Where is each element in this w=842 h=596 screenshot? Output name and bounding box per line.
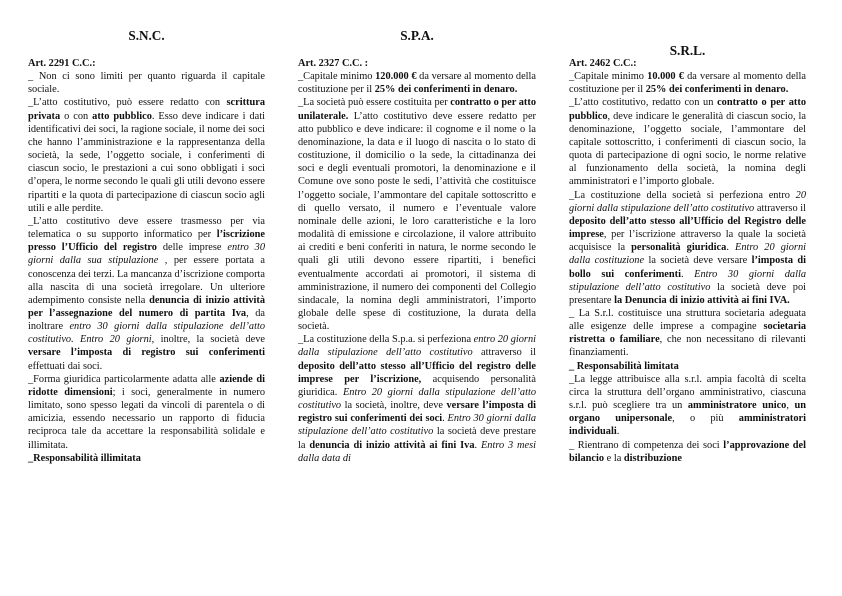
text-run: da versare al momento della costituzione per il (569, 71, 806, 96)
bold-text: 25% dei conferimenti in denaro. (374, 84, 518, 96)
text-run: , (786, 400, 795, 412)
bold-text: distribuzione (623, 452, 682, 464)
text-run: la società deve versare (644, 255, 752, 267)
bold-text: versare l’imposta di registro sui conferimenti dei soci (298, 400, 536, 425)
paragraph (298, 333, 536, 465)
text-run: . (474, 439, 481, 451)
bold-text: l’approvazione del bilancio (569, 439, 806, 464)
bold-text: _ Responsabilità limitata (569, 360, 679, 372)
text-run: . Esso deve indicare i dati identificativi dei soci, la ragione sociale, il nome dei soci che hanno l’amministrazione e la rappresentanza della società, la sede, l’oggetto sociale, i conferimenti di ciascun socio, le prestazioni a cui sono obbligati i soci d’opera, le norme secondo le quali gli utili devono essere ripartiti e la quota di partecipazione di ciascun socio agli utili e alle perdite. (28, 110, 265, 214)
text-run: ; i soci, generalmente in numero limitato, sono spesso legati da vincoli di parentela o di amicizia, essendo necessario un rapporto di fiducia reciproca tale da accettare la responsabilità solidale e illimitata. (28, 386, 265, 451)
column-body (28, 57, 265, 465)
italic-text: entro 20 giorni dalla stipulazione dell’atto costitutivo (298, 334, 536, 359)
paragraph (569, 439, 806, 465)
bold-text: 120.000 € (375, 71, 417, 83)
paragraph-list (298, 70, 536, 465)
text-run: . (616, 426, 620, 438)
bold-text: contratto o per atto unilaterale. (298, 97, 536, 122)
text-run: attraverso il (754, 202, 807, 214)
text-run: , per l’iscrizione attraverso la quale la società acquisisce la (569, 229, 806, 254)
bold-text: personalità giuridica (631, 242, 727, 254)
text-run: la società deve poi presentare (569, 281, 806, 306)
bold-text: contratto o per atto pubblico (569, 97, 806, 122)
paragraph (28, 373, 265, 452)
bold-text: deposito dell’atto stesso all’Ufficio del registro delle imprese per l’iscrizione, (298, 360, 536, 385)
text-run: _L’atto costitutivo deve essere trasmesso per via telematica o su supporto informatico per (28, 215, 265, 241)
bold-text: scrittura privata (28, 97, 265, 122)
bold-text: deposito dell’atto stesso all’Ufficio del Registro delle imprese (569, 215, 806, 241)
text-run: . (726, 242, 736, 254)
bold-text: 25% dei conferimenti in denaro. (645, 84, 789, 96)
paragraph (569, 189, 806, 307)
bold-text: _Responsabilità illimitata (28, 452, 141, 464)
paragraph (28, 215, 265, 373)
bold-text: denuncia di inizio attività ai fini Iva (309, 439, 475, 451)
column-body (569, 57, 806, 465)
text-run: da versare al momento della costituzione per il (298, 71, 537, 96)
italic-text: Entro 30 giorni dalla stipulazione dell’atto costitutivo (298, 413, 536, 438)
text-run: _La costituzione della S.p.a. si perfeziona (298, 334, 474, 346)
text-run: _Forma giuridica particolarmente adatta alle (28, 373, 220, 385)
text-run: . (442, 413, 448, 425)
text-run: , inoltre, la società deve (151, 334, 266, 346)
paragraph (298, 70, 536, 96)
text-run: , per essere portata a conoscenza dei terzi. La mancanza d’iscrizione comporta alla nascita di una società irregolare. Un ulteriore adempimento consiste nella (28, 255, 265, 306)
bold-text: l’iscrizione presso l’Ufficio del registro (28, 229, 265, 254)
text-run: la società deve prestare la (298, 426, 536, 451)
column-title: S.R.L. (669, 43, 706, 58)
paragraph (28, 70, 265, 96)
text-run: , che non necessitano di rilevanti finanziamenti. (569, 334, 807, 359)
paragraph (569, 307, 806, 360)
text-run: la società, inoltre, deve (341, 400, 447, 412)
text-run: _La società può essere costituita per (298, 97, 451, 109)
article-reference: Art. 2291 C.C.: (28, 58, 96, 69)
column-title: S.N.C. (128, 28, 165, 43)
paragraph (569, 70, 806, 96)
bold-text: atto pubblico (92, 110, 152, 122)
text-run: _Capitale minimo (298, 71, 376, 83)
italic-text: Entro 30 giorni dalla stipulazione dell’atto costitutivo (569, 268, 806, 293)
paragraph (28, 452, 265, 465)
bold-text: la Denuncia di inizio attività ai fini IVA. (614, 294, 790, 306)
italic-text: 20 giorni dalla stipulazione dell’atto costitutivo (569, 189, 806, 214)
italic-text: Entro 3 mesi dalla data di (298, 439, 536, 464)
italic-text: entro 30 giorni dalla sua stipulazione (28, 242, 265, 267)
paragraph (28, 96, 265, 214)
bold-text: amministratore unico (687, 400, 787, 412)
text-run: _ Rientrano di competenza dei soci (569, 439, 724, 451)
text-run: . (680, 268, 695, 280)
paragraph (569, 360, 806, 373)
text-run: _ Non ci sono limiti per quanto riguarda il capitale sociale. (28, 71, 265, 96)
text-run: _L’atto costitutivo, può essere redatto con (28, 97, 227, 109)
text-run: _ La S.r.l. costituisce una struttura societaria adeguata alle esigenze delle imprese a compagine (569, 307, 806, 333)
paragraph-list (569, 70, 806, 465)
text-run: e la (604, 452, 624, 464)
column-title: S.P.A. (400, 28, 434, 43)
text-run: , deve indicare le generalità di ciascun socio, la denominazione, l’oggetto sociale, l’ammontare del capitale sottoscritto, i conferimenti di ciascun socio, la quota di partecipazione di ogni socio, le norme relative al funzionamento della società, la nomina degli amministratori e l’importo globale. (569, 110, 806, 188)
paragraph (569, 96, 806, 188)
text-run: acquisendo personalità giuridica. (298, 373, 536, 398)
bold-text: denuncia di inizio attività per l’assegnazione del numero di partita Iva (28, 294, 265, 319)
bold-text: aziende di ridotte dimensioni (28, 373, 265, 398)
column-body (298, 57, 536, 465)
article-reference: Art. 2462 C.C.: (569, 58, 637, 69)
paragraph (298, 96, 536, 333)
italic-text: entro 30 giorni dalla stipulazione dell’atto costitutivo. Entro 20 giorni (28, 321, 265, 346)
text-run: delle imprese (156, 242, 228, 254)
text-run: , o più (672, 413, 739, 425)
bold-text: versare l’imposta di registro sui conferimenti (28, 347, 265, 359)
text-run: _L’atto costitutivo, redatto con un (569, 97, 718, 109)
text-run: effettuati dai soci. (28, 360, 103, 372)
text-run: _La legge attribuisce alla s.r.l. ampia facoltà di scelta circa la struttura dell’organo amministrativo, ciascuna s.r.l. può scegliere tra un (569, 373, 806, 412)
paragraph-list (28, 70, 265, 465)
bold-text: amministratori individuali (569, 413, 806, 438)
bold-text: un organo unipersonale (569, 400, 807, 425)
text-run: attraverso il (472, 347, 536, 359)
text-run: _La costituzione della società si perfeziona entro (569, 189, 796, 201)
italic-text: Entro 20 giorni dalla stipulazione dell’atto costitutivo (298, 386, 537, 412)
bold-text: 10.000 € (647, 71, 684, 83)
bold-text: l’imposta di bollo sui conferimenti (569, 255, 807, 280)
italic-text: Entro 20 giorni dalla costituzione (569, 242, 807, 267)
paragraph (569, 373, 806, 439)
text-run: o con (60, 110, 93, 122)
bold-text: societaria ristretta o familiare (569, 321, 806, 346)
text-run: _Capitale minimo (569, 71, 648, 83)
text-run: , da inoltrare (28, 307, 265, 333)
text-run: L’atto costitutivo deve essere redatto per atto pubblico e deve indicare: il cognome e il nome o la denominazione, la data e il luogo di nascita o lo stato di costituzione, il domicilio o la sede, la cittadinanza dei soci e degli eventuali promotori, la denominazione e il Comune ove sono poste le sedi, l’attività che costituisce l’oggetto sociale, l’ammontare del capitale sottoscritto e di quello versato, il numero e l’eventuale valore nominale delle azioni, le loro caratteristiche e la loro modalità di emissione e circolazione, il valore attribuito ai crediti e beni conferiti in natura, le norme secondo le quali gli utili devono essere ripartiti, i benefici eventualmente accordati ai promotori, il sistema di amministrazione, il numero dei componenti del Collegio sindacale, la nomina degli amministratori, l’importo globale delle spese di costituzione, la durata della società. (298, 110, 536, 333)
article-reference: Art. 2327 C.C. : (298, 58, 369, 69)
